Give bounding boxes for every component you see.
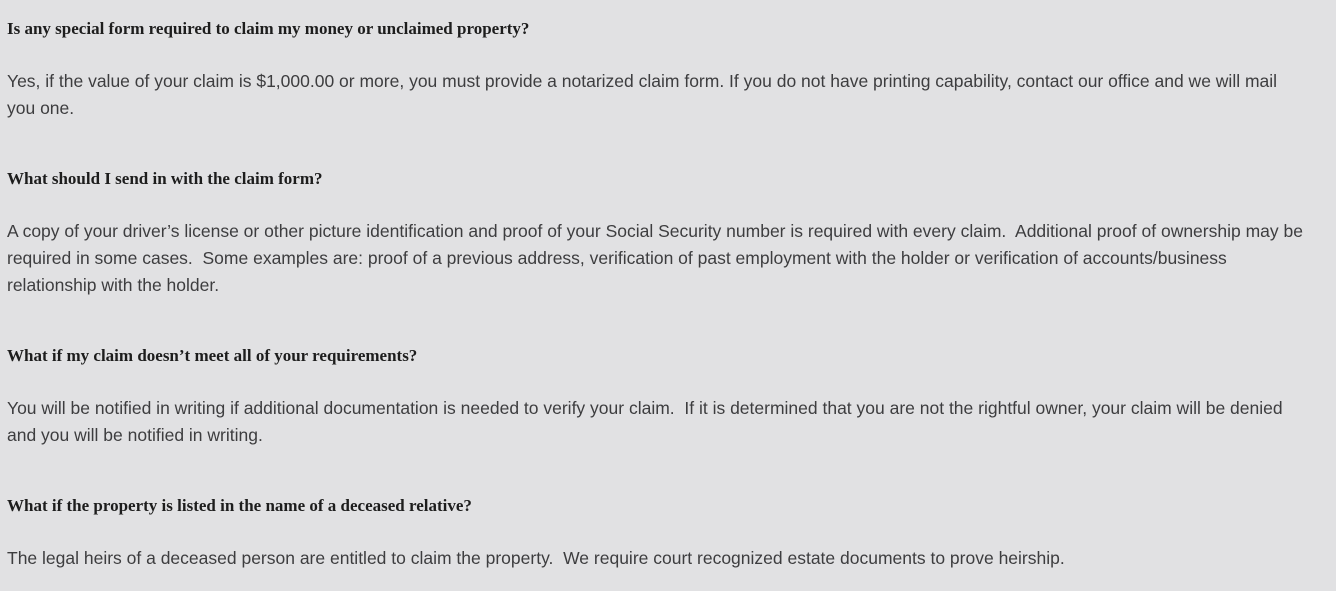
faq-answer: You will be notified in writing if additional documentation is needed to verify your claim. If it is determined that you are not the rightful owner, your claim will be denied and you will be notified in writing. xyxy=(7,398,1288,445)
faq-item xyxy=(7,15,1310,122)
faq-question: What if the property is listed in the name of a deceased relative? xyxy=(7,496,472,515)
faq-item xyxy=(7,165,1310,299)
faq-answer: Yes, if the value of your claim is $1,000.00 or more, you must provide a notarized claim form. If you do not have printing capability, contact our office and we will mail you one. xyxy=(7,71,1282,118)
faq-question: What should I send in with the claim form? xyxy=(7,169,323,188)
faq-question: Is any special form required to claim my money or unclaimed property? xyxy=(7,19,530,38)
faq-answer: The legal heirs of a deceased person are entitled to claim the property. We require court recognized estate documents to prove heirship. xyxy=(7,548,1065,568)
faq-item xyxy=(7,342,1310,449)
faq-item xyxy=(7,492,1310,572)
faq-answer: A copy of your driver’s license or other picture identification and proof of your Social Security number is required with every claim. Additional proof of ownership may be required in some cases. Some examples are: proof of a previous address, verification of past employment with the holder or verification of accounts/business relationship with the holder. xyxy=(7,221,1308,295)
faq-question: What if my claim doesn’t meet all of your requirements? xyxy=(7,346,418,365)
